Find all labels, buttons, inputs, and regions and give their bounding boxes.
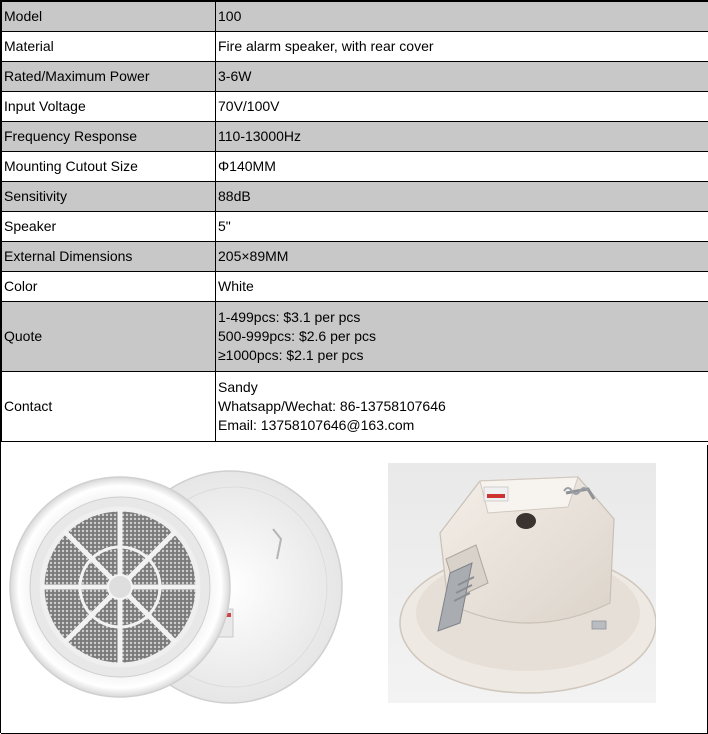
spec-label: Contact: [2, 372, 216, 442]
product-photos: [1, 445, 708, 734]
spec-table: [1, 1, 708, 442]
quote-values: [216, 302, 708, 372]
contact-values: [216, 372, 708, 442]
spec-value: 5": [216, 212, 708, 242]
spec-value: 205×89MM: [216, 242, 708, 272]
spec-row-color: [2, 272, 708, 302]
quote-line: 1-499pcs: $3.1 per pcs: [218, 308, 708, 327]
quote-line: 500-999pcs: $2.6 per pcs: [218, 327, 708, 346]
spec-label: Frequency Response: [2, 122, 216, 152]
spec-label: Model: [2, 2, 216, 32]
spec-row-model: [2, 2, 708, 32]
spec-label: External Dimensions: [2, 242, 216, 272]
quote-line: ≥1000pcs: $2.1 per pcs: [218, 346, 708, 365]
spec-value: Φ140MM: [216, 152, 708, 182]
spec-value: 110-13000Hz: [216, 122, 708, 152]
spec-row-power: [2, 62, 708, 92]
spec-value: 88dB: [216, 182, 708, 212]
spec-value: 70V/100V: [216, 92, 708, 122]
spec-row-speaker: [2, 212, 708, 242]
spec-label: Input Voltage: [2, 92, 216, 122]
spec-label: Quote: [2, 302, 216, 372]
spec-label: Sensitivity: [2, 182, 216, 212]
speaker-rear-photo: [388, 463, 656, 703]
spec-row-contact: [2, 372, 708, 442]
spec-row-voltage: [2, 92, 708, 122]
spec-value: 100: [216, 2, 708, 32]
spec-row-quote: [2, 302, 708, 372]
spec-row-material: [2, 32, 708, 62]
spec-value: Fire alarm speaker, with rear cover: [216, 32, 708, 62]
spec-label: Mounting Cutout Size: [2, 152, 216, 182]
contact-email: Email: 13758107646@163.com: [218, 416, 708, 435]
speaker-front-photo: [5, 469, 345, 705]
spec-value: White: [216, 272, 708, 302]
spec-label: Color: [2, 272, 216, 302]
spec-row-sensitivity: [2, 182, 708, 212]
contact-name: Sandy: [218, 378, 708, 397]
spec-label: Speaker: [2, 212, 216, 242]
spec-label: Rated/Maximum Power: [2, 62, 216, 92]
contact-phone: Whatsapp/Wechat: 86-13758107646: [218, 397, 708, 416]
spec-label: Material: [2, 32, 216, 62]
spec-row-frequency: [2, 122, 708, 152]
spec-row-dimensions: [2, 242, 708, 272]
spec-row-cutout: [2, 152, 708, 182]
spec-value: 3-6W: [216, 62, 708, 92]
